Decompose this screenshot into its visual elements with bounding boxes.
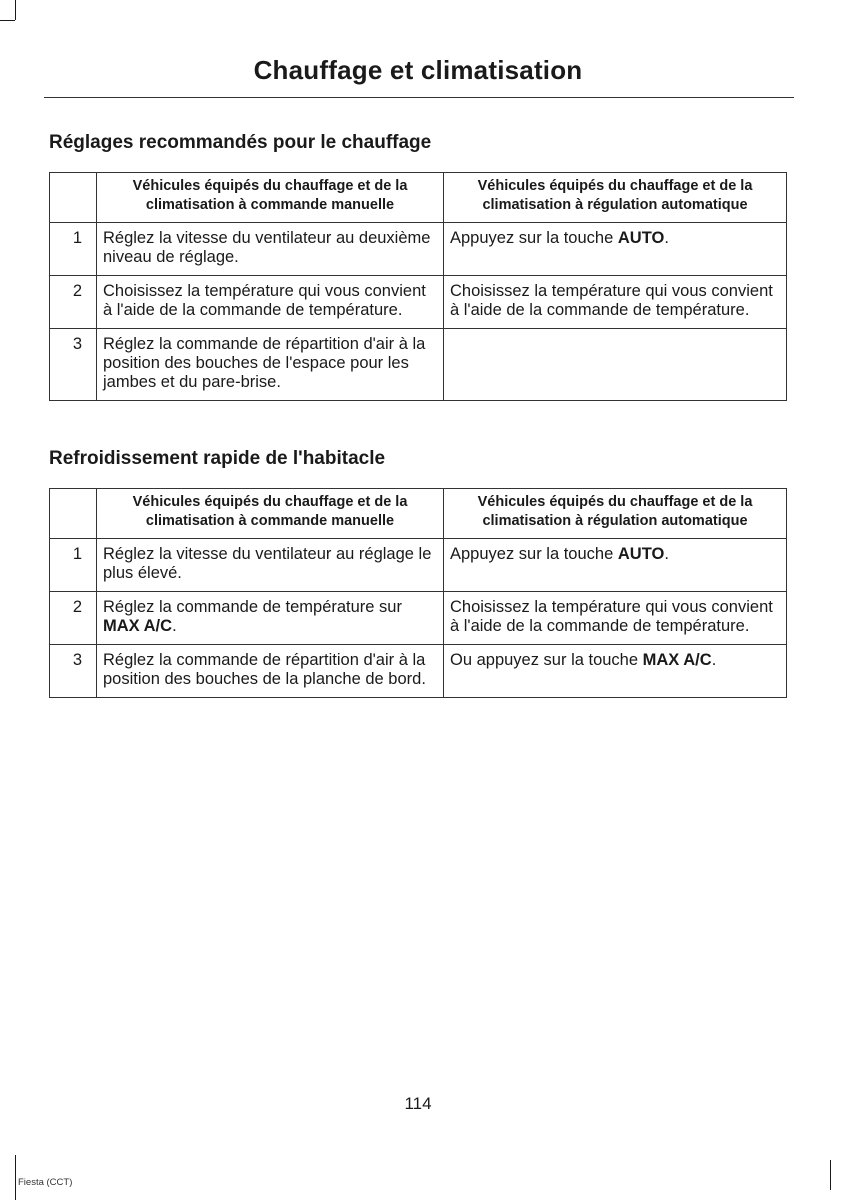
button-name: AUTO bbox=[617, 229, 665, 247]
manual-instruction bbox=[97, 539, 444, 592]
table-row bbox=[50, 329, 787, 401]
automatic-instruction: Choisissez la température qui vous convient à l'aide de la commande de température. bbox=[444, 592, 787, 645]
page-number: 114 bbox=[404, 1094, 432, 1113]
instruction-text: Réglez la vitesse du ventilateur au réglage le plus élevé. bbox=[103, 545, 432, 582]
manual-instruction: Choisissez la température qui vous convient à l'aide de la commande de température. bbox=[97, 276, 444, 329]
instruction-text: Appuyez sur la touche bbox=[450, 229, 618, 247]
automatic-instruction bbox=[444, 329, 787, 401]
instruction-text: Réglez la commande de répartition d'air à la position des bouches de la planche de bord. bbox=[103, 651, 426, 688]
table-header-row bbox=[50, 173, 787, 223]
footer-label: Fiesta (CCT) bbox=[18, 1177, 73, 1188]
automatic-instruction: Choisissez la température qui vous convient à l'aide de la commande de température. bbox=[444, 276, 787, 329]
control-name: MAX A/C bbox=[103, 617, 173, 635]
table-header-row bbox=[50, 489, 787, 539]
table-row bbox=[50, 223, 787, 276]
instruction-text: Ou appuyez sur la touche bbox=[450, 651, 643, 669]
crop-mark bbox=[830, 1160, 831, 1190]
header-divider bbox=[44, 97, 794, 98]
automatic-instruction bbox=[444, 645, 787, 698]
step-number: 1 bbox=[50, 223, 97, 276]
manual-instruction: Réglez la vitesse du ventilateur au deuxième niveau de réglage. bbox=[97, 223, 444, 276]
step-number: 3 bbox=[50, 645, 97, 698]
heating-settings-table bbox=[49, 172, 787, 401]
step-number: 3 bbox=[50, 329, 97, 401]
manual-instruction: Réglez la commande de répartition d'air à la position des bouches de l'espace pour les jambes et du pare-brise. bbox=[97, 329, 444, 401]
step-number: 1 bbox=[50, 539, 97, 592]
button-name: MAX A/C bbox=[642, 651, 712, 669]
instruction-end: . bbox=[172, 617, 177, 635]
instruction-text: Réglez la commande de température sur bbox=[103, 598, 402, 616]
page-title: Chauffage et climatisation bbox=[253, 55, 583, 85]
step-number: 2 bbox=[50, 276, 97, 329]
crop-mark bbox=[15, 0, 16, 20]
instruction-end: . bbox=[664, 229, 669, 247]
table-row bbox=[50, 276, 787, 329]
automatic-instruction bbox=[444, 223, 787, 276]
manual-instruction bbox=[97, 592, 444, 645]
instruction-end: . bbox=[711, 651, 717, 669]
table-row bbox=[50, 539, 787, 592]
crop-mark bbox=[15, 1155, 16, 1200]
instruction-end: . bbox=[664, 545, 669, 563]
button-name: AUTO bbox=[617, 545, 665, 563]
table-row bbox=[50, 592, 787, 645]
table-row bbox=[50, 645, 787, 698]
cooling-settings-table bbox=[49, 488, 787, 698]
table-header-num bbox=[50, 173, 97, 223]
column-header-automatic: Véhicules équipés du chauffage et de la climatisation à régulation automatique bbox=[444, 173, 787, 223]
automatic-instruction bbox=[444, 539, 787, 592]
manual-instruction bbox=[97, 645, 444, 698]
step-number: 2 bbox=[50, 592, 97, 645]
instruction-text: Appuyez sur la touche bbox=[450, 545, 618, 563]
column-header-automatic: Véhicules équipés du chauffage et de la climatisation à régulation automatique bbox=[444, 489, 787, 539]
column-header-manual: Véhicules équipés du chauffage et de la climatisation à commande manuelle bbox=[97, 489, 444, 539]
section-heading-heating: Réglages recommandés pour le chauffage bbox=[49, 132, 432, 153]
table-header-num bbox=[50, 489, 97, 539]
column-header-manual: Véhicules équipés du chauffage et de la climatisation à commande manuelle bbox=[97, 173, 444, 223]
crop-mark bbox=[0, 20, 15, 21]
section-heading-cooling: Refroidissement rapide de l'habitacle bbox=[49, 448, 386, 469]
